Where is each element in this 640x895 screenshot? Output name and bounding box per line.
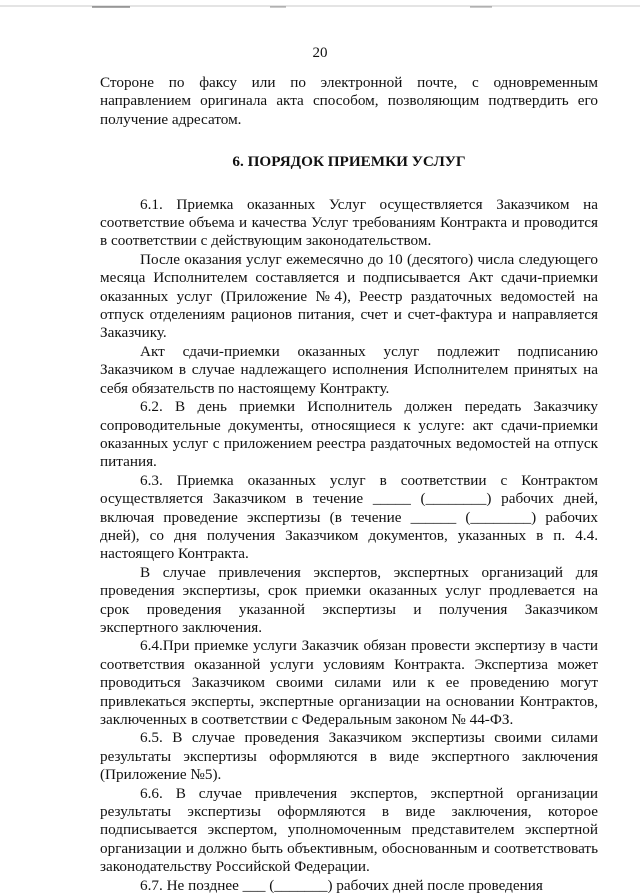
paragraph-act-signing: Акт сдачи-приемки оказанных услуг подлежит подписанию Заказчиком в случае надлежащего исполнения Исполнителем принятых на себя обязательств по настоящему Контракту. — [100, 342, 598, 397]
paragraph-6-7: 6.7. Не позднее ___ (_______) рабочих дней после проведения — [140, 876, 543, 894]
paragraph-6-2: 6.2. В день приемки Исполнитель должен передать Заказчику сопроводительные документы, относящиеся к услуге: акт сдачи-приемки оказанных услуг с приложением реестра раздаточных ведомостей на отпуск питания. — [100, 398, 598, 471]
paragraph-after-services: После оказания услуг ежемесячно до 10 (десятого) числа следующего месяца Исполнителем составляется и подписывается Акт сдачи-приемки оказанных услуг (Приложение №4), Реестр раздаточных ведомостей на отпуск отделениям рационов питания, счет и счет-фактура и направляется Заказчику. — [100, 250, 598, 342]
paragraph-6-1: 6.1. Приемка оказанных Услуг осуществляется Заказчиком на соответствие объема и качества Услуг требованиям Контракта и проводится в соответствии с действующим законодательством. — [100, 195, 598, 250]
section-heading: 6. ПОРЯДОК ПРИЕМКИ УСЛУГ — [232, 153, 466, 171]
intro-paragraph: Стороне по факсу или по электронной почте, с одновременным направлением оригинала акта способом, позволяющим подтвердить его получение адресатом. — [100, 74, 598, 128]
paragraph-6-5: 6.5. В случае проведения Заказчиком экспертизы своими силами результаты экспертизы оформляются в виде экспертного заключения (Приложение №5). — [100, 729, 598, 784]
paragraph-6-6: 6.6. В случае привлечения экспертов, экспертной организации результаты экспертизы оформляются в виде заключения, которое подписывается экспертом, уполномоченным представителем экспертной организации и должно быть объективным, обоснованным и соответствовать законодательству Российской Федерации. — [100, 784, 598, 876]
paragraph-6-4: 6.4.При приемке услуги Заказчик обязан провести экспертизу в части соответствия оказанной услуги условиям Контракта. Экспертиза может проводиться Заказчиком своими силами или к ее проведению могут привлекаться эксперты, экспертные организации на основании Контрактов, заключенных в соответствии с Федеральным законом № 44-ФЗ. — [100, 637, 598, 728]
paragraph-6-3: 6.3. Приемка оказанных услуг в соответствии с Контрактом осуществляется Заказчиком в течение _____ (________) рабочих дней, включая проведение экспертизы (в течение ______ (________) рабочих дней), со дня получения Заказчиком документов, указанных в п. 4.4. настоящего Контракта. — [100, 471, 598, 563]
scan-edge-line — [0, 3, 640, 11]
page-number: 20 — [312, 45, 328, 61]
paragraph-experts-involved: В случае привлечения экспертов, экспертных организаций для проведения экспертизы, срок приемки оказанных услуг продлевается на срок проведения указанной экспертизы и получения Заказчиком экспертного заключения. — [100, 563, 598, 636]
document-body — [100, 74, 598, 895]
